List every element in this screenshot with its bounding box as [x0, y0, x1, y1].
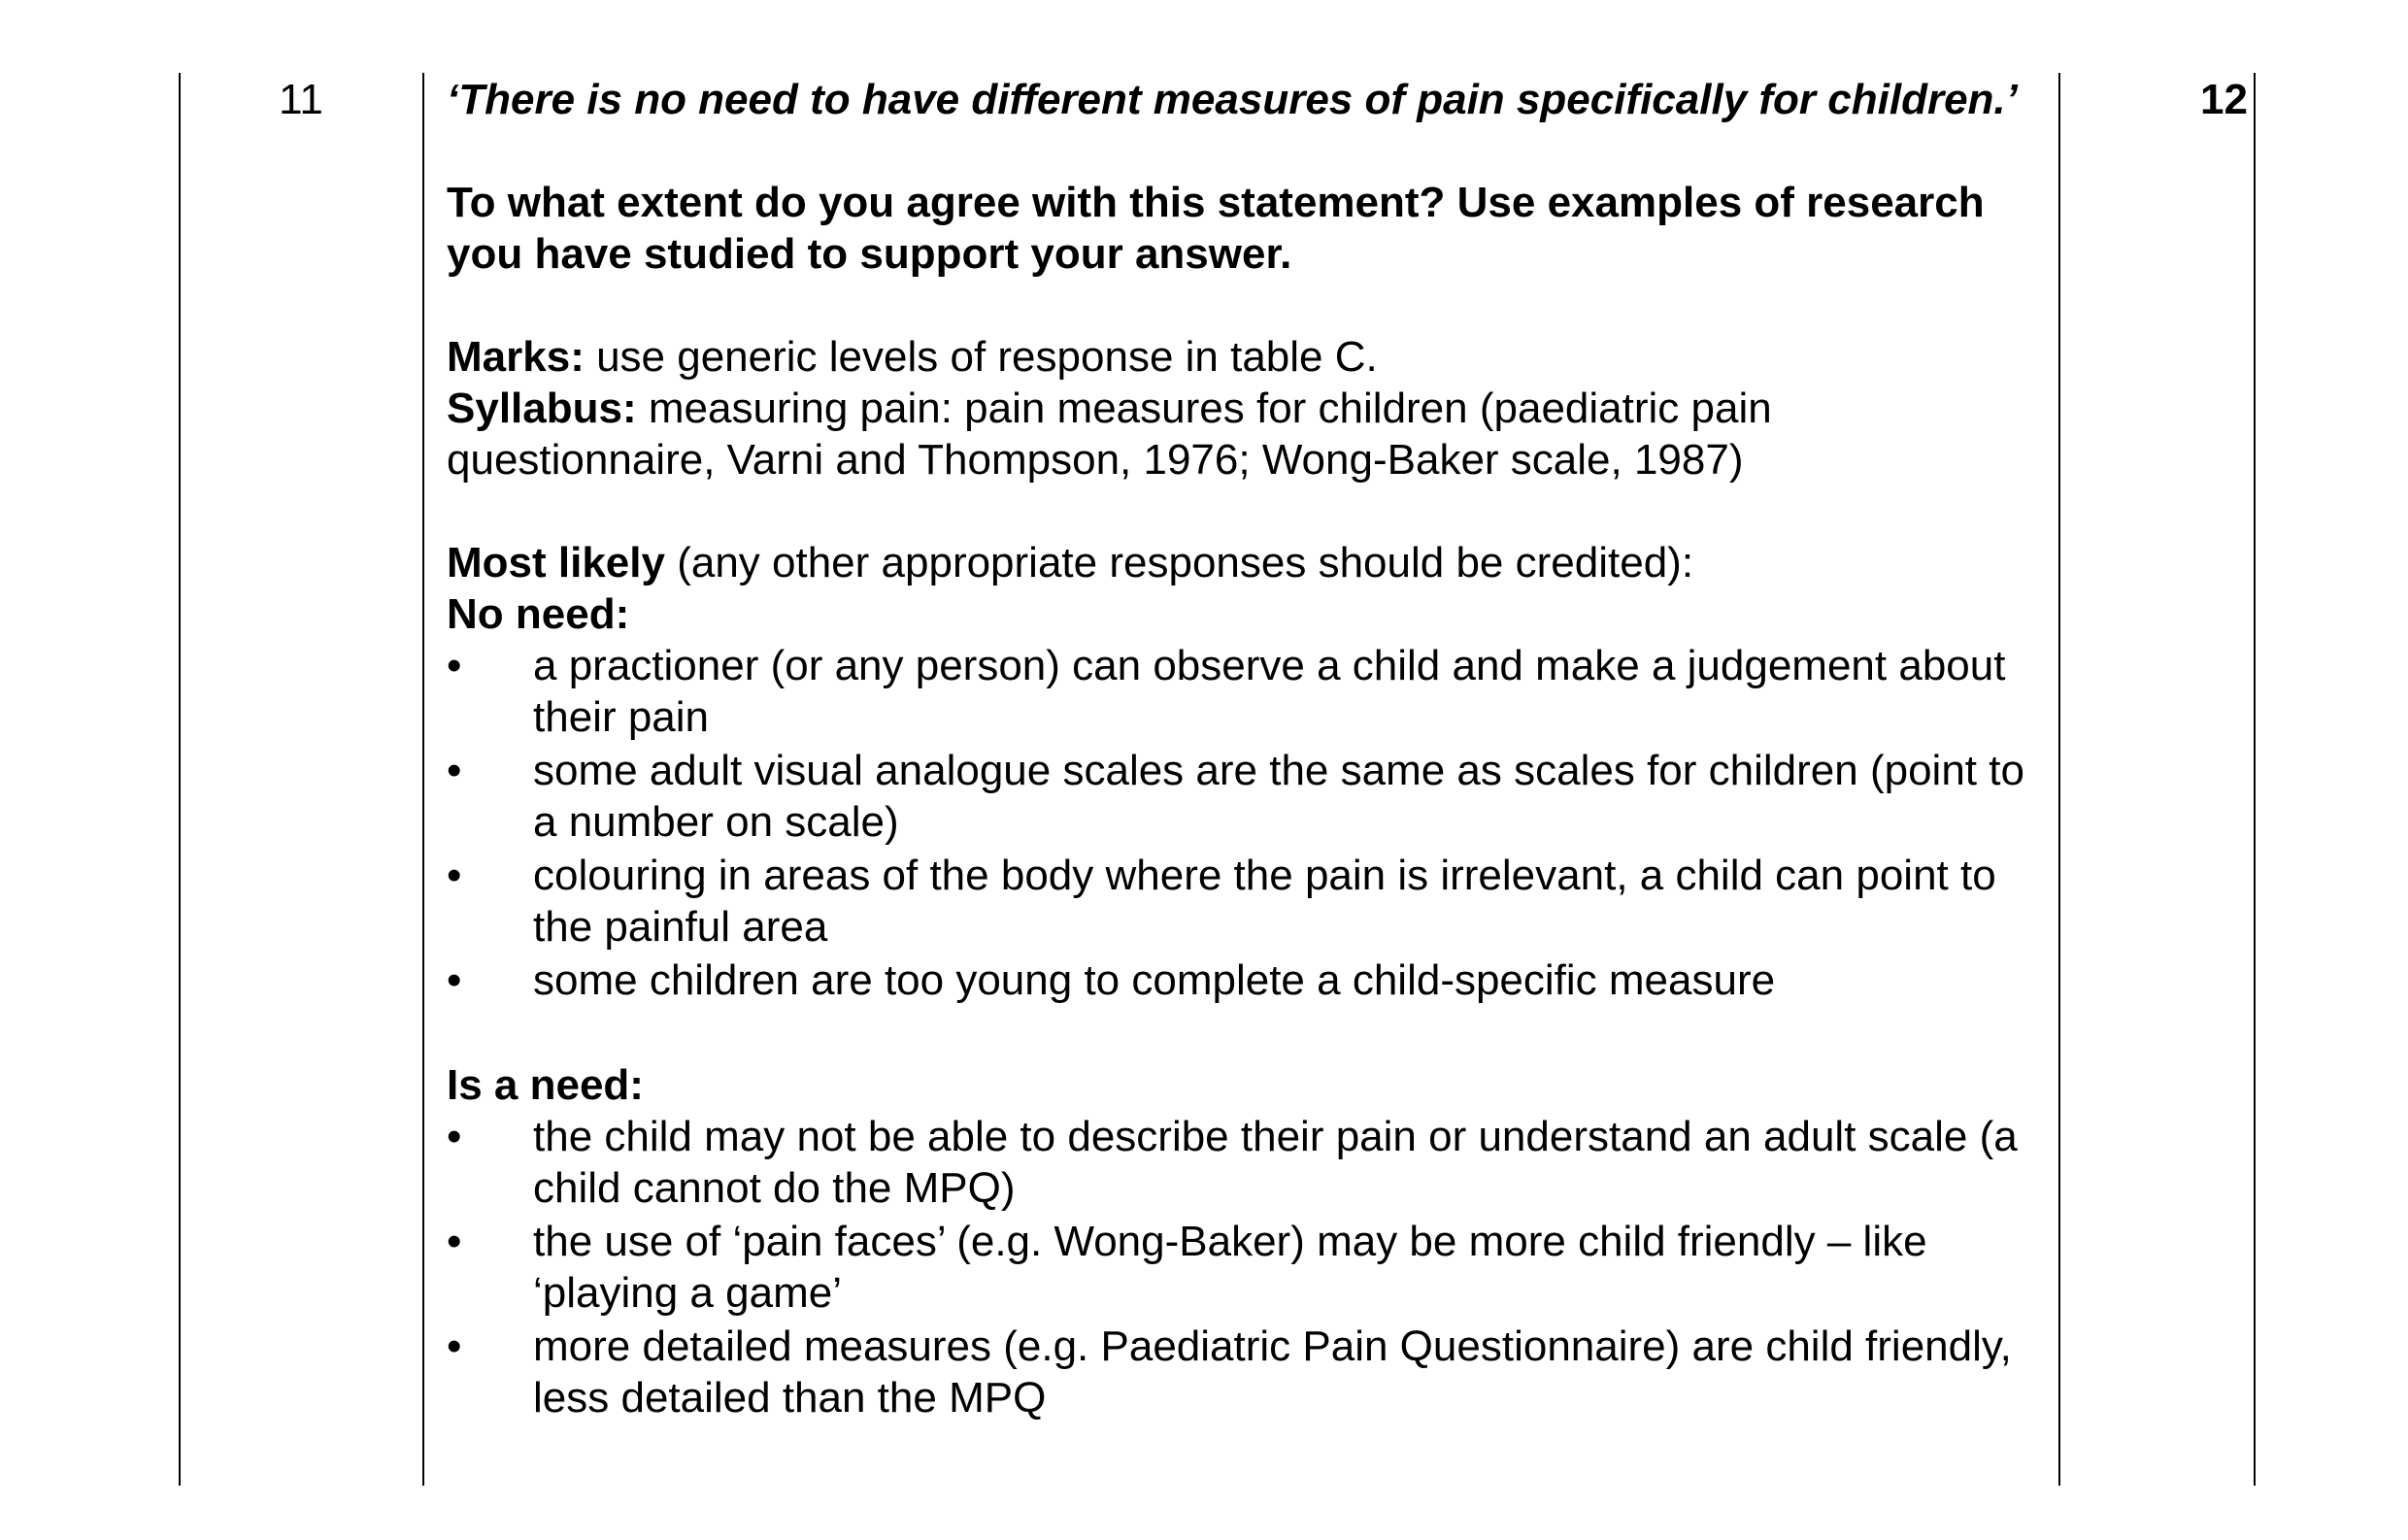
list-item-text: the use of ‘pain faces’ (e.g. Wong-Baker) may be more child friendly – like ‘playing a game’ — [533, 1218, 1927, 1317]
marks-line — [447, 331, 2029, 383]
is-a-need-list — [447, 1111, 2029, 1423]
syllabus-text: measuring pain: pain measures for children (paediatric pain questionnaire, Varni and Thompson, 1976; Wong-Baker scale, 1987) — [447, 385, 1772, 484]
bullet-icon: • — [447, 956, 462, 1004]
bullet-icon: • — [447, 747, 462, 794]
no-need-heading: No need: — [447, 590, 630, 638]
syllabus-line — [447, 383, 2029, 485]
marks-text: use generic levels of response in table C. — [584, 333, 1378, 381]
column-divider-marks — [2058, 73, 2060, 1486]
bullet-icon: • — [447, 642, 462, 689]
no-need-list — [447, 640, 2029, 1006]
list-item — [447, 1321, 2029, 1423]
bullet-icon: • — [447, 852, 462, 899]
list-item — [447, 1111, 2029, 1214]
syllabus-label: Syllabus: — [447, 385, 637, 432]
bullet-icon: • — [447, 1113, 462, 1160]
is-a-need-heading: Is a need: — [447, 1061, 644, 1109]
most-likely-line — [447, 537, 2029, 588]
most-likely-text: (any other appropriate responses should be credited): — [664, 539, 1694, 586]
list-item — [447, 954, 2029, 1006]
list-item — [447, 1216, 2029, 1319]
marks-total: 12 — [2200, 76, 2248, 123]
list-item-text: a practioner (or any person) can observe a child and make a judgement about their pain — [533, 642, 2006, 741]
list-item-text: more detailed measures (e.g. Paediatric Pain Questionnaire) are child friendly, less detailed than the MPQ — [533, 1322, 2012, 1422]
list-item — [447, 745, 2029, 848]
table-border-left — [179, 73, 181, 1486]
list-item-text: colouring in areas of the body where the pain is irrelevant, a child can point to the painful area — [533, 852, 1996, 951]
list-item-text: some children are too young to complete a child-specific measure — [533, 956, 1776, 1004]
question-text: To what extent do you agree with this statement? Use examples of research you have studied to support your answer. — [447, 179, 1985, 278]
column-divider-question — [422, 73, 424, 1486]
list-item — [447, 850, 2029, 953]
most-likely-label: Most likely — [447, 539, 665, 586]
statement-text: ‘There is no need to have different measures of pain specifically for children.’ — [447, 76, 2018, 123]
spacer — [447, 485, 2029, 537]
mark-scheme-content — [447, 74, 2029, 1482]
list-item — [447, 640, 2029, 743]
table-border-right — [2254, 73, 2256, 1486]
question-number: 11 — [279, 76, 323, 123]
bullet-icon: • — [447, 1322, 462, 1370]
list-item-text: some adult visual analogue scales are the same as scales for children (point to a number on scale) — [533, 747, 2024, 846]
list-item-text: the child may not be able to describe their pain or understand an adult scale (a child cannot do the MPQ) — [533, 1113, 2018, 1212]
spacer — [447, 1008, 2029, 1059]
marks-label: Marks: — [447, 333, 585, 381]
bullet-icon: • — [447, 1218, 462, 1265]
